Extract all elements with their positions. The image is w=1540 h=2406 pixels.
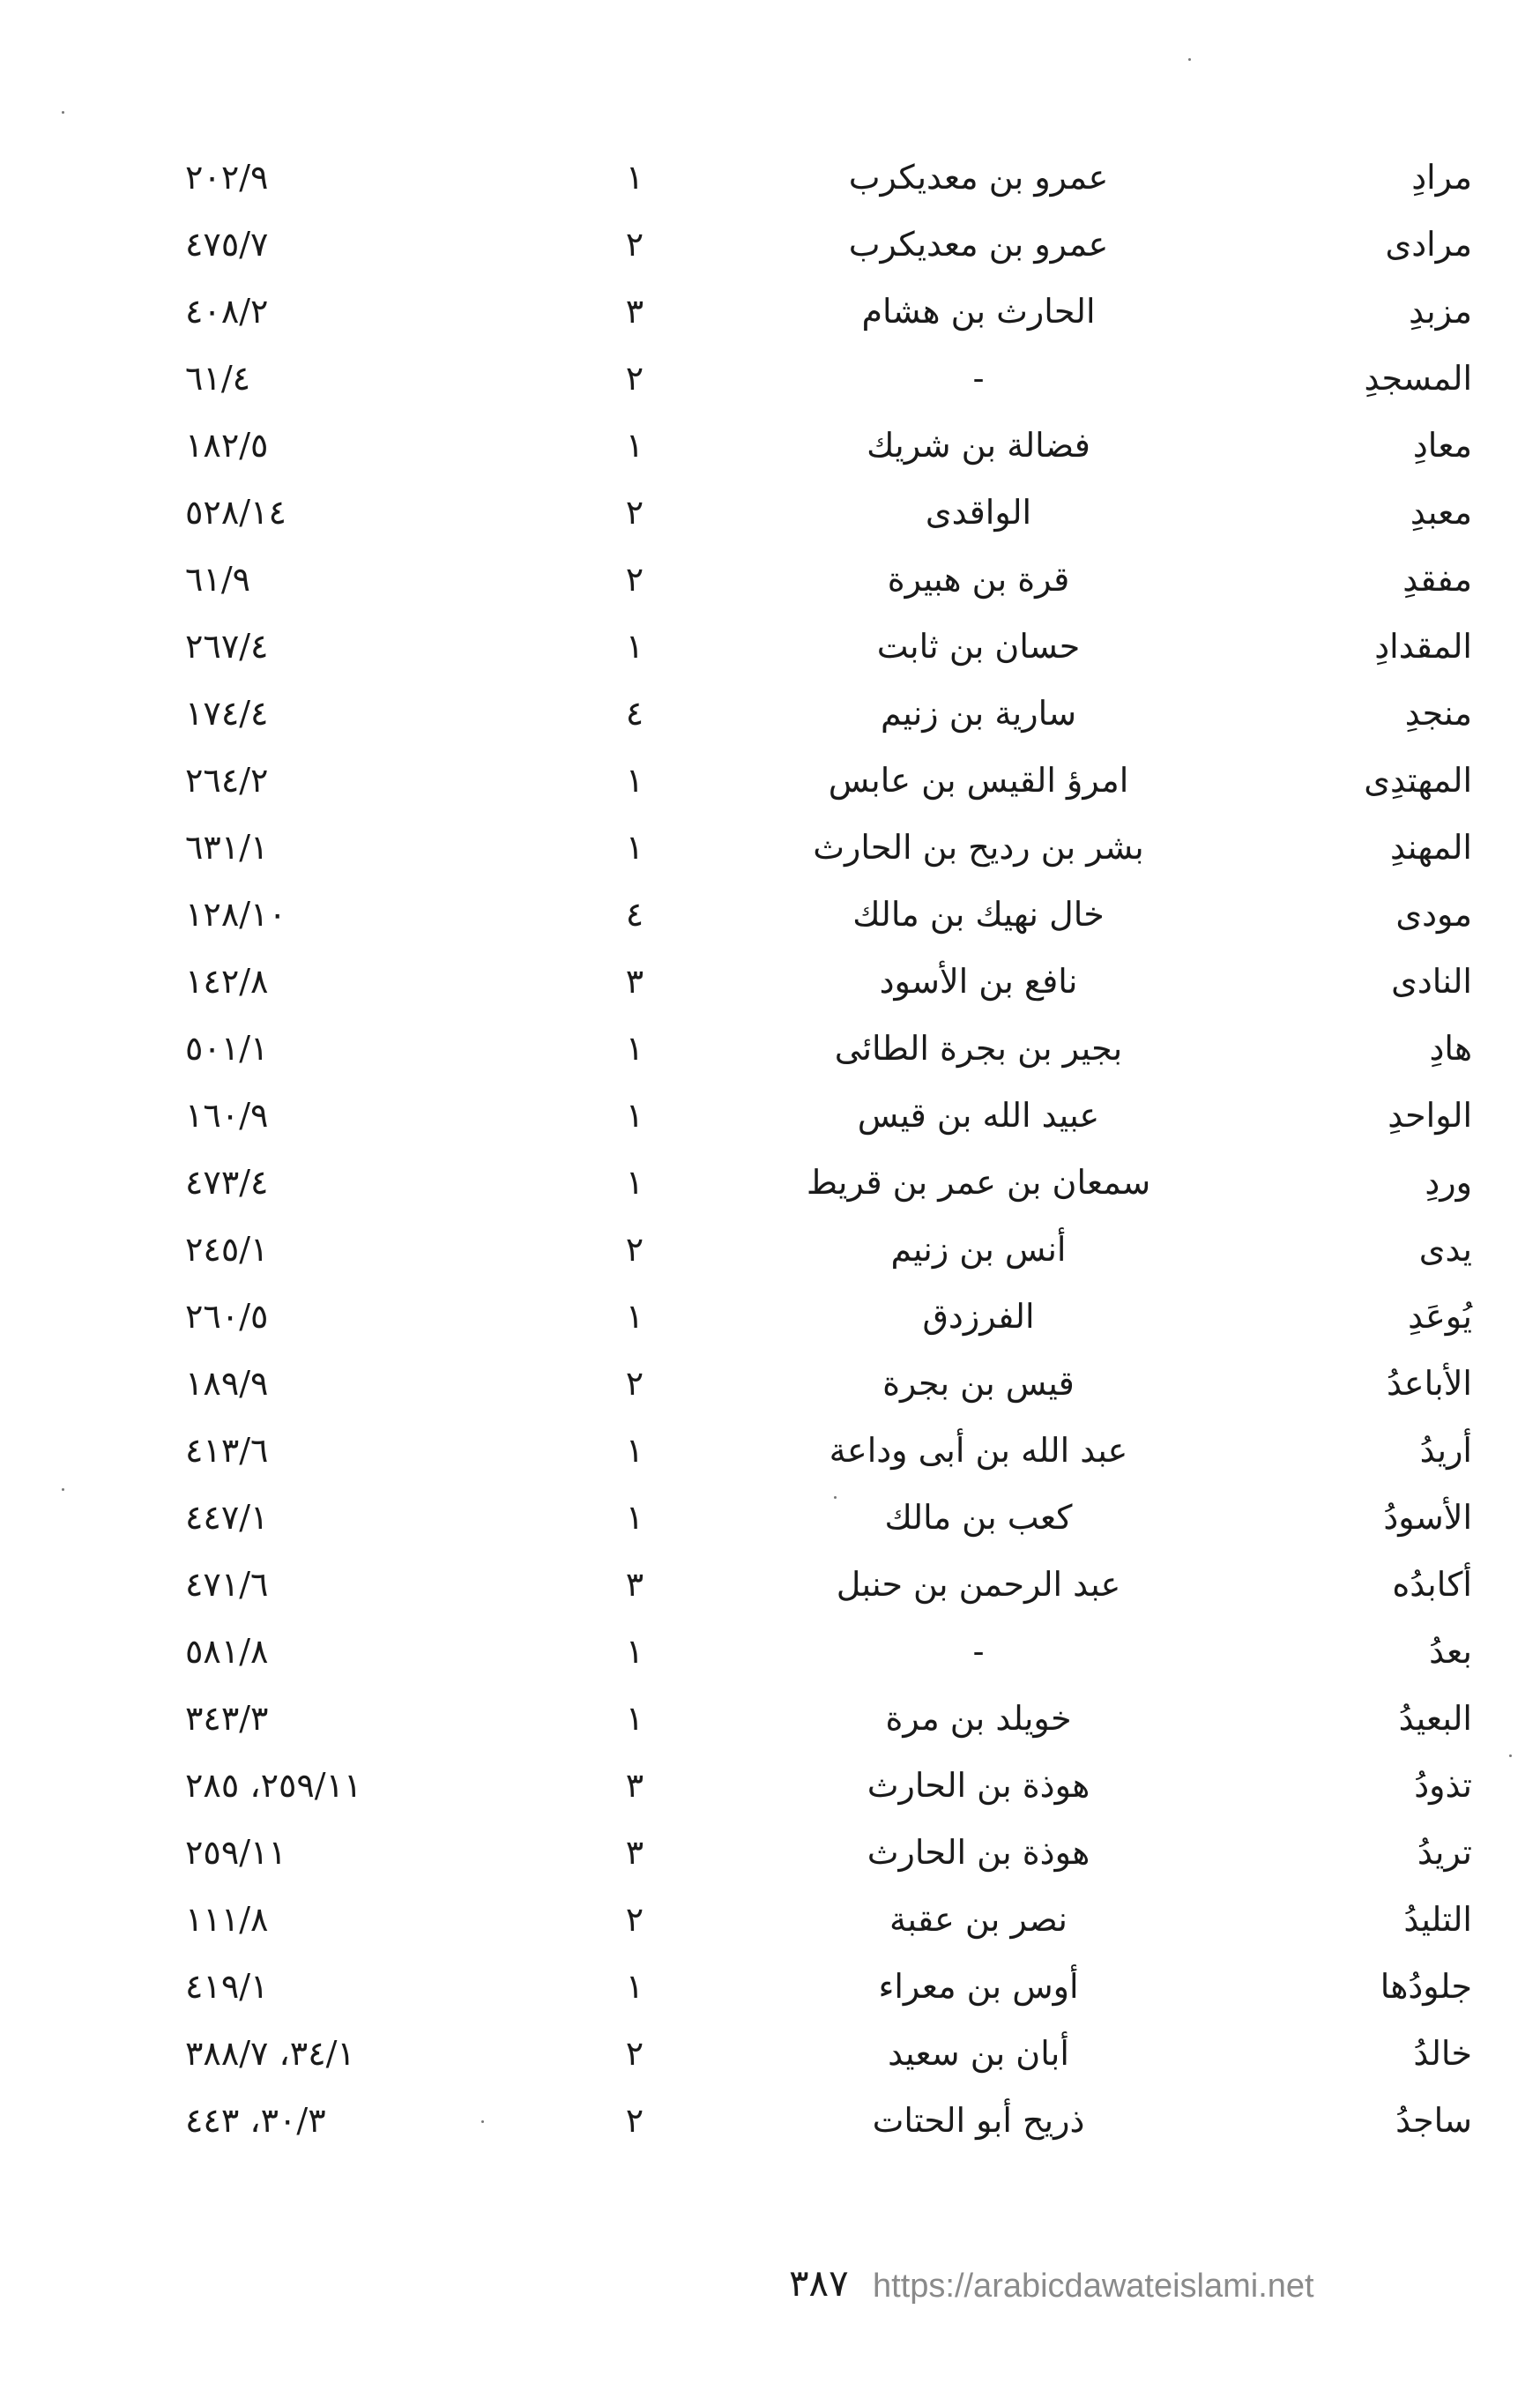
poet-name: هوذة بن الحارث	[867, 1833, 1090, 1872]
verse-count: ٢	[625, 359, 644, 398]
table-row	[185, 1752, 1472, 1819]
page-reference: ٢٦٠/٥	[185, 1297, 269, 1336]
table-row	[185, 948, 1472, 1015]
verse-count: ١	[625, 1967, 644, 2006]
verse-count: ٢	[625, 225, 644, 264]
verse-count: ٢	[625, 560, 644, 599]
rhyme-word: وردِ	[1425, 1163, 1472, 1202]
rhyme-index-table	[185, 144, 1472, 2154]
verse-count: ٢	[625, 1364, 644, 1403]
rhyme-word: يدى	[1418, 1230, 1472, 1269]
scan-speck	[1509, 1754, 1512, 1757]
rhyme-word: خالدُ	[1413, 2034, 1472, 2073]
rhyme-word: أريدُ	[1419, 1431, 1472, 1470]
rhyme-word: منجدِ	[1404, 694, 1472, 733]
table-row	[185, 1082, 1472, 1149]
table-row	[185, 1417, 1472, 1484]
page-reference: ٤١٩/١	[185, 1967, 269, 2006]
table-row	[185, 1618, 1472, 1685]
page-reference: ١٨٢/٥	[185, 426, 269, 465]
poet-name: بشر بن رديح بن الحارث	[813, 828, 1144, 867]
poet-name: هوذة بن الحارث	[867, 1766, 1090, 1805]
table-row	[185, 278, 1472, 345]
page-reference: ٣٤/١، ٣٨٨/٧	[185, 2034, 355, 2073]
page-reference: ١٢٨/١٠	[185, 895, 286, 934]
page-reference: ٢٥٩/١١	[185, 1833, 286, 1872]
page-reference: ٤٧٥/٧	[185, 225, 269, 264]
page-number: ٣٨٧	[789, 2261, 849, 2305]
page-reference: ٢٦٧/٤	[185, 627, 269, 666]
poet-name: كعب بن مالك	[884, 1498, 1073, 1537]
poet-name: أنس بن زنيم	[890, 1230, 1067, 1269]
page-reference: ٤١٣/٦	[185, 1431, 269, 1470]
table-row	[185, 747, 1472, 814]
page-reference: ٥٢٨/١٤	[185, 493, 286, 532]
page-reference: ٤٤٧/١	[185, 1498, 269, 1537]
scan-speck	[62, 1488, 64, 1491]
table-row	[185, 144, 1472, 211]
table-row	[185, 412, 1472, 479]
table-row	[185, 680, 1472, 747]
rhyme-word: المقدادِ	[1374, 627, 1472, 666]
rhyme-word: معبدِ	[1410, 493, 1472, 532]
verse-count: ٢	[625, 1900, 644, 1939]
verse-count: ١	[625, 1632, 644, 1671]
poet-name: أوس بن معراء	[878, 1967, 1079, 2006]
page-reference: ٥٠١/١	[185, 1029, 269, 1068]
rhyme-word: ساجدُ	[1395, 2101, 1472, 2140]
page-reference: ٤٠٨/٢	[185, 292, 269, 331]
verse-count: ٣	[625, 962, 644, 1001]
rhyme-word: أكابدُه	[1392, 1565, 1472, 1604]
rhyme-word: مودى	[1395, 895, 1472, 934]
table-row	[185, 1484, 1472, 1551]
verse-count: ٢	[625, 493, 644, 532]
rhyme-word: جلودُها	[1380, 1967, 1472, 2006]
table-row	[185, 1216, 1472, 1283]
page-reference: ١٨٩/٩	[185, 1364, 269, 1403]
page-reference: ٦١/٩	[185, 560, 251, 599]
page-reference: ٤٧٣/٤	[185, 1163, 269, 1202]
verse-count: ١	[625, 1699, 644, 1738]
rhyme-word: تريدُ	[1417, 1833, 1472, 1872]
verse-count: ١	[625, 158, 644, 197]
page-reference: ٢٥٩/١١، ٢٨٥	[185, 1766, 362, 1805]
scan-speck	[62, 111, 64, 114]
scan-speck	[834, 1496, 837, 1499]
verse-count: ٣	[625, 292, 644, 331]
rhyme-word: بعدُ	[1429, 1632, 1472, 1671]
poet-name: عبد الرحمن بن حنبل	[836, 1565, 1121, 1604]
rhyme-word: الأباعدُ	[1386, 1364, 1472, 1403]
rhyme-word: تذودُ	[1414, 1766, 1472, 1805]
rhyme-word: مرادى	[1385, 225, 1472, 264]
verse-count: ١	[625, 1163, 644, 1202]
verse-count: ١	[625, 1029, 644, 1068]
page-reference: ٢٠٢/٩	[185, 158, 269, 197]
scan-speck	[1188, 58, 1191, 61]
poet-name: الواقدى	[925, 493, 1032, 532]
verse-count: ٣	[625, 1565, 644, 1604]
verse-count: ١	[625, 1431, 644, 1470]
poet-name: نصر بن عقبة	[889, 1900, 1068, 1939]
table-row	[185, 1551, 1472, 1618]
table-row	[185, 2087, 1472, 2154]
table-row	[185, 613, 1472, 680]
rhyme-word: يُوعَدِ	[1408, 1297, 1472, 1336]
page-reference: ٢٤٥/١	[185, 1230, 269, 1269]
poet-name: فضالة بن شريك	[867, 426, 1090, 465]
table-row	[185, 1015, 1472, 1082]
poet-name: سارية بن زنيم	[880, 694, 1077, 733]
poet-name: عبد الله بن أبى وداعة	[829, 1431, 1128, 1470]
table-row	[185, 1149, 1472, 1216]
verse-count: ٢	[625, 2034, 644, 2073]
poet-name: ذريح أبو الحتات	[872, 2101, 1085, 2140]
table-row	[185, 881, 1472, 948]
page-reference: ٣٠/٣، ٤٤٣	[185, 2101, 326, 2140]
poet-name: نافع بن الأسود	[879, 962, 1078, 1001]
rhyme-word: مرادِ	[1411, 158, 1472, 197]
rhyme-word: المهتدِى	[1364, 761, 1472, 800]
poet-name: -	[972, 359, 985, 398]
rhyme-word: البعيدُ	[1398, 1699, 1472, 1738]
table-row	[185, 1819, 1472, 1886]
page-footer	[0, 2253, 1540, 2314]
poet-name: الفرزدق	[922, 1297, 1035, 1336]
rhyme-word: النادى	[1391, 962, 1472, 1001]
rhyme-word: معادِ	[1412, 426, 1472, 465]
verse-count: ١	[625, 627, 644, 666]
scan-speck	[481, 2120, 484, 2123]
poet-name: الحارث بن هشام	[861, 292, 1096, 331]
verse-count: ٢	[625, 2101, 644, 2140]
page-reference: ٢٦٤/٢	[185, 761, 269, 800]
rhyme-word: الواحدِ	[1387, 1096, 1472, 1135]
table-row	[185, 814, 1472, 881]
table-row	[185, 1953, 1472, 2020]
poet-name: سمعان بن عمر بن قريط	[806, 1163, 1151, 1202]
page-reference: ١٤٢/٨	[185, 962, 269, 1001]
page-reference: ٦١/٤	[185, 359, 251, 398]
table-row	[185, 2020, 1472, 2087]
verse-count: ١	[625, 828, 644, 867]
rhyme-word: التليدُ	[1403, 1900, 1472, 1939]
poet-name: عبيد الله بن قيس	[857, 1096, 1100, 1135]
page-reference: ١١١/٨	[185, 1900, 269, 1939]
page-reference: ١٧٤/٤	[185, 694, 269, 733]
poet-name: أبان بن سعيد	[888, 2034, 1069, 2073]
poet-name: قيس بن بجرة	[882, 1364, 1075, 1403]
table-row	[185, 546, 1472, 613]
page-reference: ٣٤٣/٣	[185, 1699, 269, 1738]
page-reference: ٦٣١/١	[185, 828, 269, 867]
rhyme-word: مزبدِ	[1409, 292, 1472, 331]
verse-count: ١	[625, 761, 644, 800]
verse-count: ٢	[625, 1230, 644, 1269]
poet-name: حسان بن ثابت	[876, 627, 1081, 666]
verse-count: ٣	[625, 1766, 644, 1805]
table-row	[185, 1283, 1472, 1350]
table-row	[185, 211, 1472, 278]
verse-count: ٣	[625, 1833, 644, 1872]
poet-name: عمرو بن معديكرب	[848, 225, 1109, 264]
table-row	[185, 1685, 1472, 1752]
poet-name: بجير بن بجرة الطائى	[834, 1029, 1123, 1068]
verse-count: ٤	[625, 895, 644, 934]
poet-name: خويلد بن مرة	[885, 1699, 1072, 1738]
rhyme-word: الأسودُ	[1383, 1498, 1472, 1537]
rhyme-word: مفقدِ	[1402, 560, 1472, 599]
rhyme-word: هادِ	[1429, 1029, 1472, 1068]
poet-name: امرؤ القيس بن عابس	[828, 761, 1129, 800]
page-reference: ١٦٠/٩	[185, 1096, 269, 1135]
watermark-url: https://arabicdawateislami.net	[873, 2268, 1314, 2305]
poet-name: قرة بن هبيرة	[887, 560, 1070, 599]
page-reference: ٥٨١/٨	[185, 1632, 269, 1671]
table-row	[185, 345, 1472, 412]
verse-count: ١	[625, 1297, 644, 1336]
verse-count: ٤	[625, 694, 644, 733]
table-row	[185, 479, 1472, 546]
table-row	[185, 1886, 1472, 1953]
verse-count: ١	[625, 1096, 644, 1135]
rhyme-word: المسجدِ	[1364, 359, 1472, 398]
page-reference: ٤٧١/٦	[185, 1565, 269, 1604]
poet-name: عمرو بن معديكرب	[848, 158, 1109, 197]
verse-count: ١	[625, 1498, 644, 1537]
table-row	[185, 1350, 1472, 1417]
poet-name: خال نهيك بن مالك	[852, 895, 1105, 934]
verse-count: ١	[625, 426, 644, 465]
poet-name: -	[972, 1632, 985, 1671]
rhyme-word: المهندِ	[1389, 828, 1472, 867]
